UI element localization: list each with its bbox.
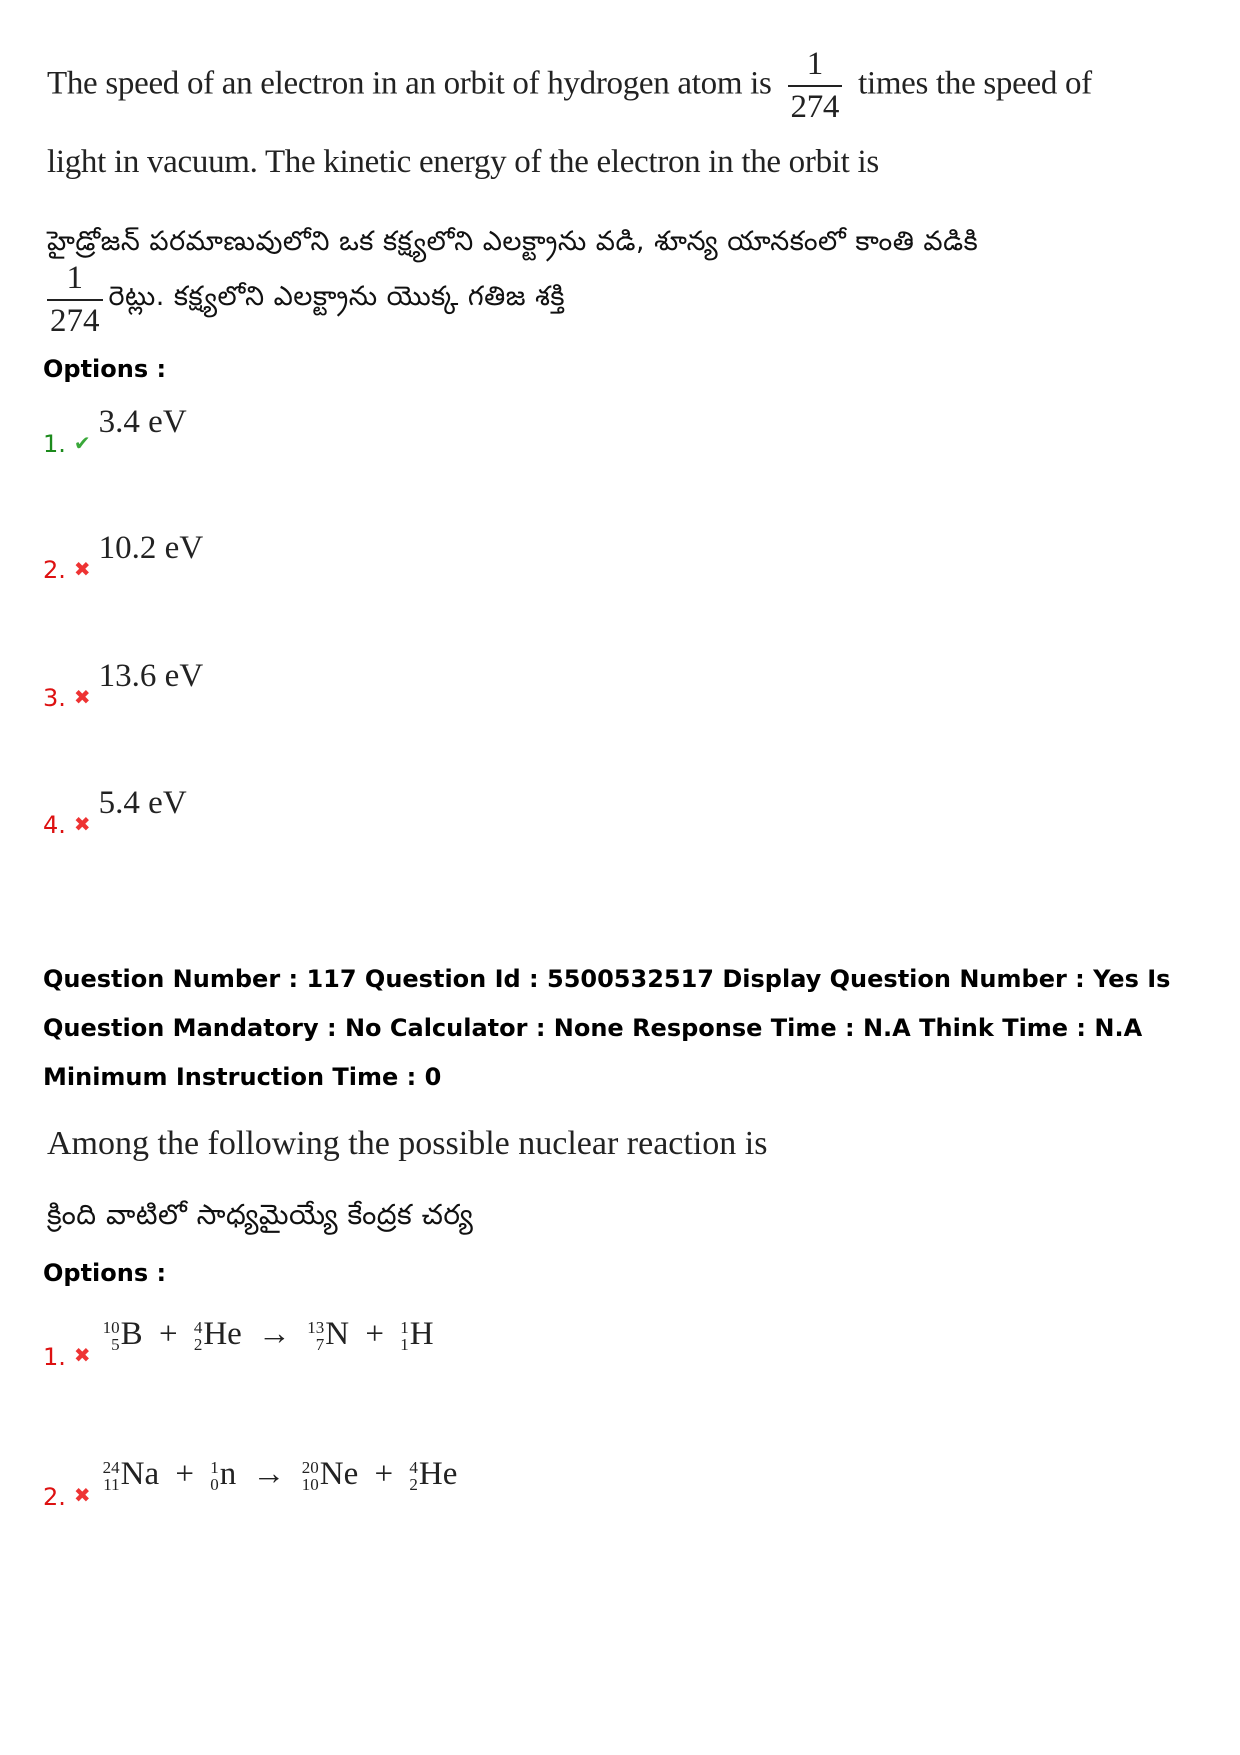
option-number: 4. bbox=[43, 811, 66, 839]
plus-sign: + bbox=[158, 1316, 178, 1352]
question-text-part1: The speed of an electron in an orbit of hydrogen atom is bbox=[47, 65, 772, 102]
options-label: Options : bbox=[43, 355, 167, 383]
option-1[interactable] bbox=[43, 1316, 434, 1372]
question-text-line2: light in vacuum. The kinetic energy of the electron in the orbit is bbox=[47, 144, 879, 180]
isotope-numbers: 4 2 bbox=[409, 1458, 418, 1495]
fraction-telugu bbox=[47, 262, 103, 338]
cross-icon: ✖ bbox=[73, 557, 91, 581]
option-1[interactable] bbox=[43, 404, 187, 458]
element-symbol: Na bbox=[120, 1456, 160, 1492]
fraction-denominator: 274 bbox=[788, 85, 843, 124]
isotope-numbers: 1 1 bbox=[400, 1318, 409, 1355]
isotope-numbers: 13 7 bbox=[307, 1318, 325, 1355]
option-value: 3.4 eV bbox=[98, 404, 187, 440]
fraction-numerator: 1 bbox=[806, 46, 823, 82]
isotope-numbers: 4 2 bbox=[193, 1318, 203, 1355]
element-symbol: He bbox=[203, 1316, 242, 1352]
plus-sign: + bbox=[175, 1456, 195, 1492]
fraction bbox=[788, 48, 843, 124]
element-symbol: N bbox=[325, 1316, 350, 1352]
arrow-icon: → bbox=[258, 1316, 292, 1352]
element-symbol: n bbox=[219, 1456, 237, 1492]
cross-icon: ✖ bbox=[73, 1343, 91, 1368]
isotope-numbers: 10 5 bbox=[102, 1318, 120, 1355]
option-number: 1. bbox=[43, 430, 66, 458]
option-2[interactable] bbox=[43, 1456, 458, 1512]
element-symbol: H bbox=[409, 1316, 434, 1352]
option-number: 1. bbox=[43, 1343, 66, 1372]
check-icon: ✔ bbox=[73, 431, 91, 455]
question-telugu: క్రింది వాటిలో సాధ్యమైయ్యే కేంద్రక చర్య bbox=[47, 1198, 474, 1231]
fraction-numerator: 1 bbox=[66, 260, 83, 296]
isotope-numbers: 24 11 bbox=[102, 1458, 120, 1495]
nuclear-reaction bbox=[103, 1316, 434, 1353]
option-2[interactable] bbox=[43, 530, 204, 584]
isotope-numbers: 1 0 bbox=[210, 1458, 219, 1495]
arrow-icon: → bbox=[252, 1456, 286, 1492]
question-info: Question Number : 117 Question Id : 5500532517 Display Question Number : Yes Is Question Mandatory : No Calculator : None Response Time : N.A Think Time : N.A Minimum Instruction Time : 0 bbox=[43, 965, 1171, 1091]
nuclear-reaction bbox=[103, 1456, 458, 1493]
isotope-numbers: 20 10 bbox=[301, 1458, 319, 1495]
element-symbol: B bbox=[120, 1316, 143, 1352]
cross-icon: ✖ bbox=[73, 812, 91, 836]
option-4[interactable] bbox=[43, 785, 187, 839]
plus-sign: + bbox=[365, 1316, 385, 1352]
question-telugu-line2: రెట్లు. కక్ష్యలోని ఎలక్ట్రాను యొక్క గతిజ శక్తి bbox=[108, 281, 566, 312]
plus-sign: + bbox=[374, 1456, 394, 1492]
question-text: Among the following the possible nuclear reaction is bbox=[47, 1125, 768, 1162]
element-symbol: He bbox=[418, 1456, 458, 1492]
option-value: 5.4 eV bbox=[98, 785, 187, 821]
question-telugu-line1: హైడ్రోజన్ పరమాణువులోని ఒక కక్ష్యలోని ఎలక్ట్రాను వడి, శూన్య యానకంలో కాంతి వడికి bbox=[47, 226, 979, 257]
cross-icon: ✖ bbox=[73, 1483, 91, 1508]
option-value: 13.6 eV bbox=[98, 658, 204, 694]
question-telugu-line2-row bbox=[47, 262, 565, 338]
element-symbol: Ne bbox=[319, 1456, 359, 1492]
options-label: Options : bbox=[43, 1259, 167, 1287]
option-3[interactable] bbox=[43, 658, 204, 712]
cross-icon: ✖ bbox=[73, 685, 91, 709]
option-number: 2. bbox=[43, 556, 66, 584]
fraction-denominator: 274 bbox=[47, 299, 103, 338]
option-value: 10.2 eV bbox=[98, 530, 204, 566]
question-text-line1 bbox=[47, 48, 1092, 124]
option-number: 2. bbox=[43, 1483, 66, 1512]
question-text-part2: times the speed of bbox=[858, 65, 1092, 102]
option-number: 3. bbox=[43, 684, 66, 712]
